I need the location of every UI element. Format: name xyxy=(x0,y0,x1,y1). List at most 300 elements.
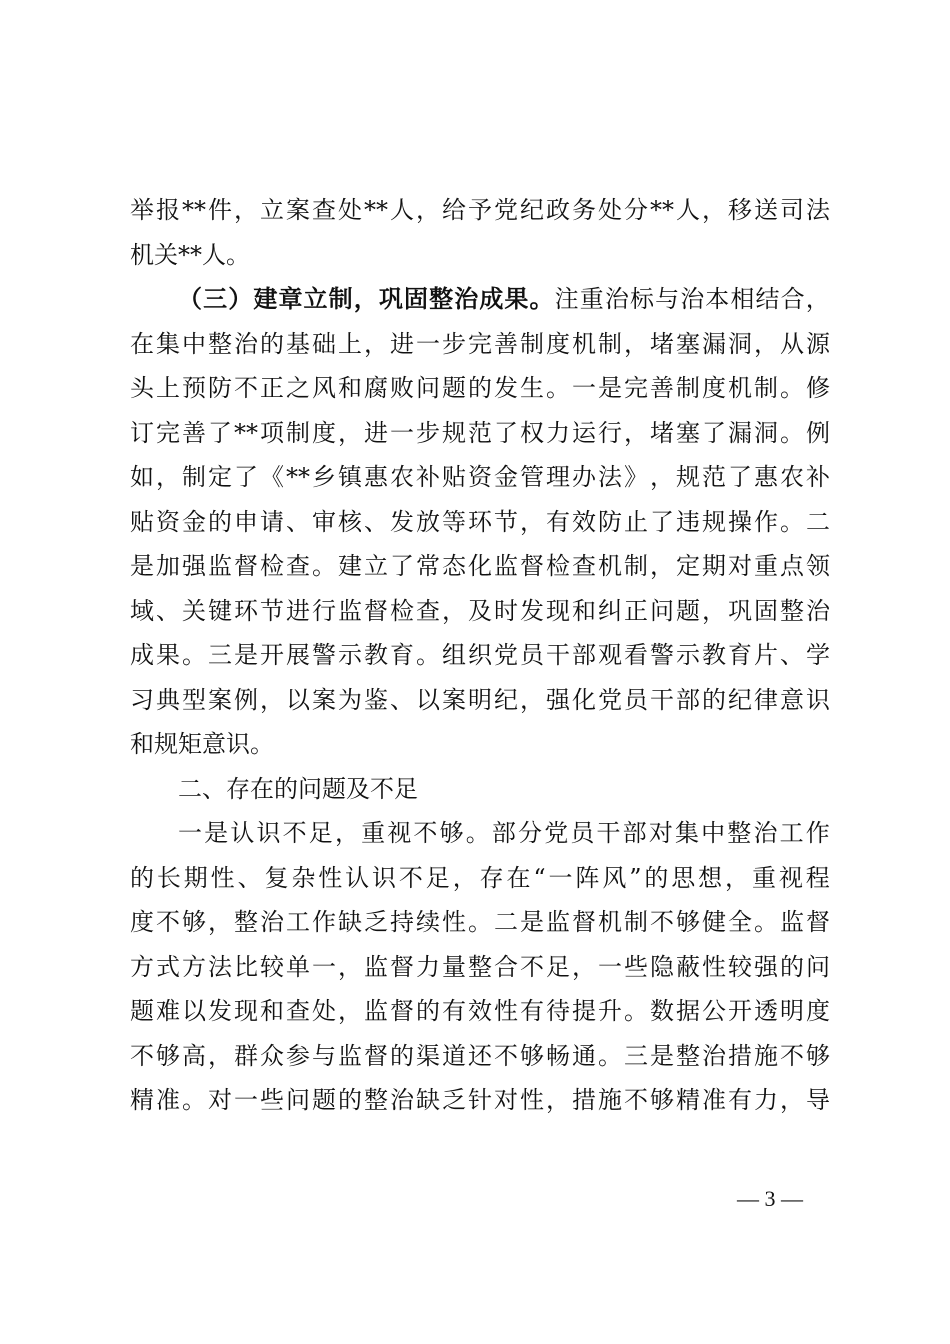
section-three-paragraphs xyxy=(130,188,830,767)
text-char: 是 xyxy=(204,819,229,847)
text-line xyxy=(130,856,830,901)
text-char: 不 xyxy=(282,819,307,847)
text-char: ， xyxy=(780,1086,804,1114)
text-char: 识 xyxy=(372,863,397,892)
text-char: 防 xyxy=(208,374,232,402)
text-char: 及 xyxy=(468,596,492,625)
text-char: 督 xyxy=(806,908,830,936)
text-char: 效 xyxy=(572,507,596,536)
text-char: 》 xyxy=(624,463,648,491)
bold-char: 巩 xyxy=(378,284,403,313)
text-char: 上 xyxy=(156,374,180,402)
text-char: 续 xyxy=(416,908,440,936)
text-char: 止 xyxy=(624,507,648,536)
text-char: 从 xyxy=(780,329,804,358)
text-char: 参 xyxy=(286,1041,310,1070)
text-line xyxy=(130,188,830,233)
text-char: 审 xyxy=(312,507,336,536)
text-char: 键 xyxy=(208,596,232,625)
text-char: 是 xyxy=(520,908,544,936)
text-char: 学 xyxy=(806,641,830,669)
text-char: 不 xyxy=(650,908,674,936)
text-line xyxy=(130,500,830,545)
text-char: 强 xyxy=(182,552,206,580)
text-char: 以 xyxy=(286,685,310,714)
text-char: 、 xyxy=(780,641,804,669)
text-char: 。 xyxy=(754,908,778,936)
text-char: 资 xyxy=(156,507,180,536)
text-char: 司 xyxy=(780,196,804,224)
text-char: 监 xyxy=(208,552,232,580)
text-char: 风 xyxy=(602,863,627,892)
text-char: ， xyxy=(624,418,648,447)
text-char: 问 xyxy=(416,374,440,402)
text-char: 施 xyxy=(754,1041,778,1070)
text-char: 明 xyxy=(780,997,804,1025)
text-char: 关 xyxy=(182,596,206,625)
text-char: 针 xyxy=(468,1086,492,1114)
text-char: 织 xyxy=(468,641,492,669)
bold-char: 三 xyxy=(203,284,228,313)
text-char: 《 xyxy=(260,463,284,491)
text-char: 全 xyxy=(728,908,752,936)
text-char: 堵 xyxy=(650,418,674,447)
text-char: 。 xyxy=(226,240,250,269)
text-char: 制 xyxy=(676,374,700,402)
text-char: 思 xyxy=(671,863,696,892)
text-line xyxy=(130,1078,830,1123)
text-char: 有 xyxy=(442,997,466,1025)
text-char: 固 xyxy=(754,596,778,625)
text-char: 监 xyxy=(338,1041,362,1070)
text-char: 办 xyxy=(572,463,596,491)
text-char: 。 xyxy=(312,552,336,580)
text-char: 效 xyxy=(468,997,492,1025)
text-char: 规 xyxy=(676,463,700,491)
text-line xyxy=(130,678,830,723)
text-char: 纠 xyxy=(598,596,622,625)
text-char: 度 xyxy=(702,374,726,402)
text-char: 时 xyxy=(494,596,518,625)
text-char: 进 xyxy=(364,418,388,447)
text-char: 防 xyxy=(598,507,622,536)
text-char: 惠 xyxy=(754,463,778,491)
text-char: 治 xyxy=(234,329,258,358)
text-char: 治 xyxy=(753,819,778,847)
text-char: 不 xyxy=(494,1041,518,1070)
text-char: 程 xyxy=(805,863,830,892)
text-char: 予 xyxy=(468,196,492,224)
text-line xyxy=(130,322,830,367)
text-line xyxy=(130,989,830,1034)
text-char: 一 xyxy=(598,952,622,981)
text-char: 力 xyxy=(546,418,570,447)
text-char: 督 xyxy=(390,997,414,1025)
text-char: 工 xyxy=(779,819,804,847)
text-char: ， xyxy=(650,552,674,580)
text-char: 度 xyxy=(312,418,336,447)
text-char: 。 xyxy=(780,507,804,536)
bold-char: （ xyxy=(178,284,202,313)
text-char: 定 xyxy=(208,463,232,491)
text-char: 处 xyxy=(598,196,622,224)
text-char: 作 xyxy=(754,507,778,536)
text-char: 鉴 xyxy=(364,685,388,714)
text-char: ， xyxy=(572,952,596,981)
text-char: 立 xyxy=(260,196,284,224)
text-char: 、 xyxy=(390,685,414,714)
text-char: 措 xyxy=(728,1041,752,1070)
text-char: 请 xyxy=(260,507,284,536)
text-char: 检 xyxy=(546,552,570,580)
text-char: 乏 xyxy=(364,908,388,936)
text-char: 机 xyxy=(728,374,752,402)
bold-char: 章 xyxy=(278,284,303,313)
text-char: 移 xyxy=(728,196,752,224)
text-char: 与 xyxy=(655,285,680,313)
text-char: 方 xyxy=(182,952,206,981)
text-char: 措 xyxy=(572,1086,596,1114)
text-char: 漏 xyxy=(702,329,726,358)
text-char: 员 xyxy=(624,685,648,714)
text-char: 础 xyxy=(312,329,336,358)
text-char: 够 xyxy=(520,1041,544,1070)
text-char: 注 xyxy=(554,285,579,313)
text-char: 隐 xyxy=(650,952,674,981)
section-heading xyxy=(130,767,830,812)
text-char: 认 xyxy=(345,863,370,892)
text-char: 规 xyxy=(702,507,726,536)
text-char: “ xyxy=(533,863,546,892)
text-char: 蔽 xyxy=(676,952,700,981)
text-char: 教 xyxy=(702,641,726,669)
text-char: 案 xyxy=(286,196,310,224)
text-char: 识 xyxy=(226,730,250,758)
text-char: 制 xyxy=(520,329,544,358)
text-char: 相 xyxy=(730,285,755,313)
text-char: 整 xyxy=(676,1041,700,1070)
text-char: 例 xyxy=(806,418,830,447)
text-char: 发 xyxy=(520,596,544,625)
text-char: 式 xyxy=(156,952,180,981)
text-char: 识 xyxy=(806,685,830,714)
text-char: 制 xyxy=(754,374,778,402)
text-char: 发 xyxy=(390,507,414,536)
text-char: 。 xyxy=(598,1041,622,1070)
text-char: ， xyxy=(624,329,648,358)
text-char: 查 xyxy=(312,196,336,224)
text-char: 的 xyxy=(390,1041,414,1070)
text-char: 重 xyxy=(361,819,386,847)
text-char: 阵 xyxy=(575,863,600,892)
text-char: 本 xyxy=(705,285,730,313)
text-char: 部 xyxy=(491,819,516,847)
text-char: 处 xyxy=(338,196,362,224)
text-char: 在 xyxy=(506,863,531,892)
text-char: 重 xyxy=(579,285,604,313)
text-char: 够 xyxy=(650,1086,674,1114)
text-char: ， xyxy=(546,1086,570,1114)
text-char: 和 xyxy=(260,997,284,1025)
text-char: 环 xyxy=(468,507,492,536)
text-char: 步 xyxy=(416,418,440,447)
text-char: 查 xyxy=(286,552,310,580)
text-char: 监 xyxy=(494,552,518,580)
text-char: 干 xyxy=(596,819,621,847)
text-char: 明 xyxy=(468,685,492,714)
text-char: 定 xyxy=(676,552,700,580)
text-char: 三 xyxy=(208,641,232,669)
text-char: 标 xyxy=(629,285,654,313)
text-char: 法 xyxy=(598,463,622,491)
text-char: 一 xyxy=(312,952,336,981)
text-char: 整 xyxy=(468,952,492,981)
text-char: 节 xyxy=(494,507,518,536)
text-char: 督 xyxy=(520,552,544,580)
text-char: 监 xyxy=(780,908,804,936)
text-line xyxy=(130,811,830,856)
text-char: 上 xyxy=(338,329,362,358)
text-char: 性 xyxy=(318,863,343,892)
text-char: 常 xyxy=(416,552,440,580)
text-char: 够 xyxy=(182,908,206,936)
text-char: 以 xyxy=(182,997,206,1025)
text-char: 申 xyxy=(234,507,258,536)
text-char: 型 xyxy=(182,685,206,714)
text-char: 员 xyxy=(570,819,595,847)
text-char: 。 xyxy=(780,418,804,447)
text-char: 看 xyxy=(624,641,648,669)
text-char: 不 xyxy=(398,863,423,892)
text-char: 乡 xyxy=(312,463,336,491)
bold-char: 成 xyxy=(479,284,504,313)
text-char: 杂 xyxy=(291,863,316,892)
text-char: 农 xyxy=(780,463,804,491)
text-char: 规 xyxy=(442,418,466,447)
text-char: 畅 xyxy=(546,1041,570,1070)
text-char: 对 xyxy=(728,552,752,580)
text-char: 和 xyxy=(572,596,596,625)
document-body xyxy=(130,188,830,1123)
text-char: 有 xyxy=(546,507,570,536)
text-char: ， xyxy=(338,952,362,981)
text-char: 的 xyxy=(468,374,492,402)
text-char: 整 xyxy=(364,1086,388,1114)
text-char: 核 xyxy=(338,507,362,536)
text-char: 对 xyxy=(208,1086,232,1114)
text-char: 意 xyxy=(780,685,804,714)
problems-paragraph xyxy=(130,811,830,1123)
text-char: 基 xyxy=(286,329,310,358)
text-char: 。 xyxy=(182,641,206,669)
text-char: 单 xyxy=(286,952,310,981)
text-char: 展 xyxy=(286,641,310,669)
text-char: 败 xyxy=(390,374,414,402)
text-char: 一 xyxy=(390,418,414,447)
text-char: 员 xyxy=(520,641,544,669)
text-char: 规 xyxy=(154,730,178,758)
text-char: 修 xyxy=(806,374,830,402)
text-char: 有 xyxy=(520,997,544,1025)
text-char: 补 xyxy=(806,463,830,491)
text-char: 较 xyxy=(260,952,284,981)
text-char: 与 xyxy=(312,1041,336,1070)
text-char: 的 xyxy=(416,997,440,1025)
text-char: 的 xyxy=(260,329,284,358)
text-char: 项 xyxy=(260,418,284,447)
text-char: 片 xyxy=(754,641,778,669)
text-char: 合 xyxy=(494,952,518,981)
text-line xyxy=(130,233,830,278)
text-char: 制 xyxy=(598,329,622,358)
text-char: 想 xyxy=(698,863,723,892)
text-char: 督 xyxy=(364,596,388,625)
text-char: 点 xyxy=(780,552,804,580)
text-char: 治 xyxy=(680,285,705,313)
text-char: 报 xyxy=(156,196,180,224)
text-char: ， xyxy=(338,997,362,1025)
text-char: 如 xyxy=(130,463,154,491)
text-char: 量 xyxy=(442,952,466,981)
text-char: 了 xyxy=(650,507,674,536)
text-char: 腐 xyxy=(364,374,388,402)
text-char: 权 xyxy=(520,418,544,447)
text-char: 的 xyxy=(644,863,669,892)
text-line xyxy=(130,633,830,678)
text-char: 工 xyxy=(286,908,310,936)
text-char: 健 xyxy=(702,908,726,936)
text-line xyxy=(130,900,830,945)
text-char: 监 xyxy=(546,908,570,936)
text-char: 监 xyxy=(364,952,388,981)
text-char: 领 xyxy=(806,552,830,580)
text-char: 给 xyxy=(442,196,466,224)
text-line xyxy=(130,589,830,634)
text-char: 督 xyxy=(390,952,414,981)
text-char: 力 xyxy=(416,952,440,981)
text-char: 是 xyxy=(130,552,154,580)
text-char: 整 xyxy=(727,819,752,847)
text-char: 结 xyxy=(755,285,780,313)
text-char: 乏 xyxy=(442,1086,466,1114)
text-char: 中 xyxy=(701,819,726,847)
text-char: 治 xyxy=(702,1041,726,1070)
text-char: 进 xyxy=(286,596,310,625)
text-char: 。 xyxy=(546,374,570,402)
text-char: 组 xyxy=(442,641,466,669)
text-char: ， xyxy=(260,685,284,714)
text-char: 是 xyxy=(598,374,622,402)
text-char: 题 xyxy=(676,596,700,625)
text-char: 。 xyxy=(250,730,274,758)
text-char: 查 xyxy=(572,552,596,580)
text-char: 治 xyxy=(604,285,629,313)
text-char: 对 xyxy=(648,819,673,847)
text-char: 不 xyxy=(520,952,544,981)
text-line xyxy=(130,1034,830,1079)
text-char: 准 xyxy=(702,1086,726,1114)
bold-char: ） xyxy=(228,284,253,313)
text-char: 难 xyxy=(156,997,180,1025)
text-char: 加 xyxy=(156,552,180,580)
text-char: 正 xyxy=(624,596,648,625)
text-char: 态 xyxy=(442,552,466,580)
text-char: 制 xyxy=(286,418,310,447)
text-char: 放 xyxy=(416,507,440,536)
text-char: 了 xyxy=(494,418,518,447)
text-char: 、 xyxy=(286,507,310,536)
text-char: 升 xyxy=(598,997,622,1025)
text-char: ， xyxy=(650,463,674,491)
text-char: 性 xyxy=(210,863,235,892)
text-char: 部 xyxy=(572,641,596,669)
text-char: 域 xyxy=(130,596,154,625)
text-char: 二 xyxy=(806,507,830,536)
text-char: 够 xyxy=(439,819,464,847)
text-char: 督 xyxy=(234,552,258,580)
text-char: 复 xyxy=(264,863,289,892)
text-char: 整 xyxy=(234,908,258,936)
text-char: 机 xyxy=(130,240,154,269)
text-char: 巩 xyxy=(728,596,752,625)
text-char: 警 xyxy=(312,641,336,669)
text-char: 些 xyxy=(260,1086,284,1114)
text-char: 范 xyxy=(702,463,726,491)
text-char: 查 xyxy=(286,997,310,1025)
text-char: 完 xyxy=(624,374,648,402)
text-char: 检 xyxy=(260,552,284,580)
text-char: 党 xyxy=(598,685,622,714)
page-number: — 3 — xyxy=(737,1186,803,1211)
text-line xyxy=(130,945,830,990)
text-char: 治 xyxy=(806,596,830,625)
text-char: 典 xyxy=(156,685,180,714)
text-char: 了 xyxy=(208,418,232,447)
text-char: 法 xyxy=(806,196,830,224)
text-char: 纪 xyxy=(494,685,518,714)
text-char: 度 xyxy=(546,329,570,358)
text-char: ** xyxy=(650,196,674,224)
text-char: 高 xyxy=(182,1041,206,1070)
text-char: 生 xyxy=(520,374,544,402)
text-char: 众 xyxy=(260,1041,284,1070)
text-char: 为 xyxy=(338,685,362,714)
section-heading-text: 二、存在的问题及不足 xyxy=(178,774,418,803)
text-char: 度 xyxy=(130,908,154,936)
text-char: 党 xyxy=(494,641,518,669)
text-char: 准 xyxy=(156,1086,180,1114)
text-char: 数 xyxy=(650,997,674,1025)
text-char: 和 xyxy=(130,730,154,758)
text-char: 行 xyxy=(312,596,336,625)
text-char: 对 xyxy=(494,1086,518,1114)
text-char: ， xyxy=(452,863,477,892)
text-char: 问 xyxy=(806,952,830,981)
text-char: 提 xyxy=(572,997,596,1025)
text-char: 精 xyxy=(676,1086,700,1114)
text-char: 是 xyxy=(650,1041,674,1070)
text-char: 立 xyxy=(364,552,388,580)
text-char: 存 xyxy=(479,863,504,892)
text-char: ， xyxy=(520,685,544,714)
text-char: 举 xyxy=(130,196,154,224)
text-char: 是 xyxy=(234,641,258,669)
text-char: ， xyxy=(208,1041,232,1070)
text-char: 例 xyxy=(234,685,258,714)
text-char: 制 xyxy=(624,908,648,936)
text-char: 、 xyxy=(237,863,262,892)
text-char: 检 xyxy=(390,596,414,625)
